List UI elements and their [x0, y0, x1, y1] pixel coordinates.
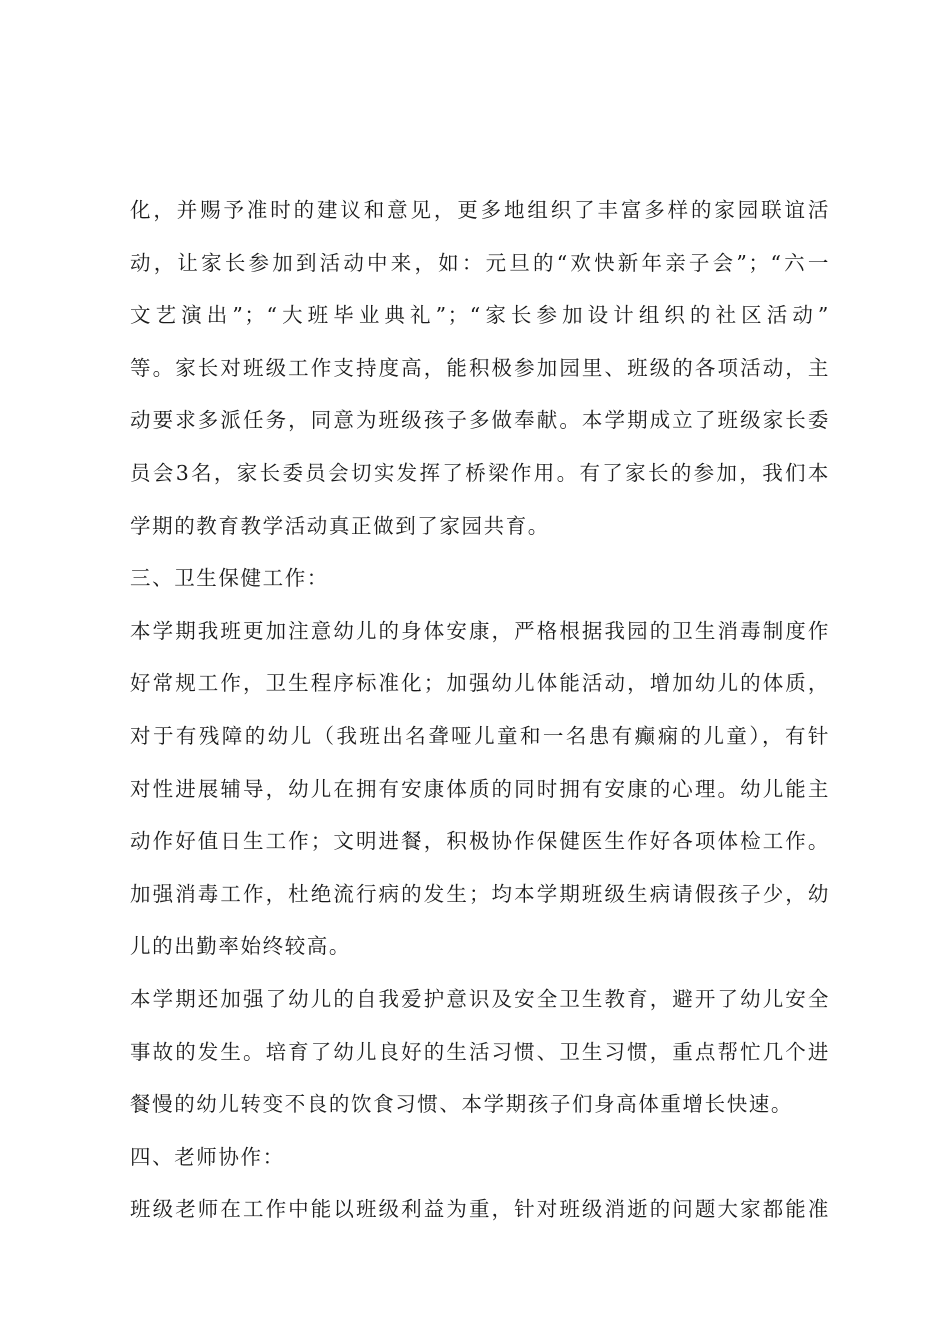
paragraph-line: 本学期还加强了幼儿的自我爱护意识及安全卫生教育，避开了幼儿安全: [130, 986, 830, 1011]
paragraph-line: 化，并赐予准时的建议和意见，更多地组织了丰富多样的家园联谊活: [130, 198, 830, 222]
paragraph-line: 文艺演出”；“大班毕业典礼”；“家长参加设计组织的社区活动”: [130, 303, 830, 328]
paragraph-line: 学期的教育教学活动真正做到了家园共育。: [130, 513, 550, 538]
paragraph-line: 动要求多派任务，同意为班级孩子多做奉献。本学期成立了班级家长委: [130, 408, 830, 433]
paragraph-line: 动作好值日生工作；文明进餐，积极协作保健医生作好各项体检工作。: [130, 829, 830, 854]
paragraph-line: 对于有残障的幼儿（我班出名聋哑儿童和一名患有癫痫的儿童），有针: [130, 723, 830, 748]
paragraph-line: 动，让家长参加到活动中来，如：元旦的“欢快新年亲子会”；“六一: [130, 250, 830, 275]
paragraph-line: 好常规工作，卫生程序标准化；加强幼儿体能活动，增加幼儿的体质，: [130, 671, 830, 696]
paragraph-line: 餐慢的幼儿转变不良的饮食习惯、本学期孩子们身高体重增长快速。: [130, 1092, 793, 1117]
paragraph-line: 班级老师在工作中能以班级利益为重，针对班级消逝的问题大家都能准: [130, 1197, 830, 1222]
paragraph-line: 本学期我班更加注意幼儿的身体安康，严格根据我园的卫生消毒制度作: [130, 618, 830, 643]
paragraph-line: 加强消毒工作，杜绝流行病的发生；均本学期班级生病请假孩子少，幼: [130, 881, 830, 906]
paragraph-line: 员会3名，家长委员会切实发挥了桥梁作用。有了家长的参加，我们本: [130, 460, 830, 485]
paragraph-line: 等。家长对班级工作支持度高，能积极参加园里、班级的各项活动，主: [130, 355, 830, 380]
section-heading: 四、老师协作：: [130, 1144, 285, 1169]
paragraph-line: 事故的发生。培育了幼儿良好的生活习惯、卫生习惯，重点帮忙几个进: [130, 1039, 830, 1064]
paragraph-line: 对性进展辅导，幼儿在拥有安康体质的同时拥有安康的心理。幼儿能主: [130, 776, 830, 801]
paragraph-line: 儿的出勤率始终较高。: [130, 934, 351, 959]
document-body: [130, 184, 830, 1236]
section-heading: 三、卫生保健工作：: [130, 566, 329, 591]
